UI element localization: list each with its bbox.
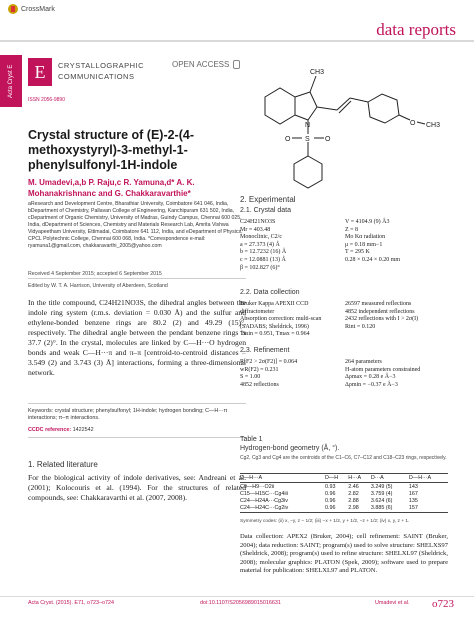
table-cell: C24—H24A···Cg3iv	[240, 497, 288, 504]
data-line: C24H21NO3S	[240, 219, 276, 225]
oxygen-label: O	[410, 120, 416, 127]
oxygen-label: O	[285, 136, 291, 143]
open-lock-icon	[233, 60, 240, 69]
data-line: (SADABS; Sheldrick, 1996)	[240, 323, 309, 330]
table-cell: 167	[408, 490, 418, 497]
molecule-structure-diagram	[250, 62, 450, 212]
ccdc-reference	[28, 427, 94, 433]
data-line: Δρmin = −0.37 e Å−3	[345, 381, 398, 388]
table-cell: 2.82	[348, 490, 359, 497]
footer-citation: Acta Cryst. (2015). E71, o723–o724	[28, 600, 115, 606]
open-access-label: OPEN ACCESS	[172, 60, 230, 69]
page-header	[0, 0, 474, 42]
data-line: 26597 measured reflections	[345, 301, 412, 307]
table-cell: 0.96	[325, 505, 348, 513]
table-cell: 0.93	[324, 483, 336, 490]
affiliations: aResearch and Development Centre, Bharathiar University, Coimbatore 641 046, India, bDepartment of Chemistry, Pallavan College of Engineering, Kanchipuram 631 502, India, cDepartment of Organic Chemistry, University of Madras, Guindy Campus, Chennai 600 025, India, dDepartment of Sciences, Chemistry and Materials Research Lab, Amrita Vishwa Vidyapeetham University, Ettimadai, Coimbatore 641 112, India, and eDepartment of Physics, CPCL Polytechnic College, Chennai 600 068, India. *Correspondence e-mail: ryamuna1@gmail.com, chakkaravarthi_2005@yahoo.com	[28, 201, 243, 249]
received-dates: Received 4 September 2015; accepted 6 September 2015	[28, 271, 162, 277]
phenylsulfonyl-ring	[294, 156, 322, 188]
sulfur-label: S	[305, 136, 310, 143]
keywords: Keywords: crystal structure; phenylsulfonyl; 1H-indole; hydrogen bonding; C—H···π interactions; π–π interactions.	[28, 408, 228, 421]
methoxy-methyl-label: CH3	[426, 122, 441, 129]
journal-name-line2: COMMUNICATIONS	[58, 72, 135, 81]
data-line: Absorption correction: multi-scan	[240, 316, 322, 323]
table-cell: C9—H9···O2ii	[240, 483, 275, 490]
data-line: T = 295 K	[345, 249, 370, 256]
section-label: data reports	[376, 20, 456, 39]
side-journal-tab: Acta Cryst E	[0, 55, 22, 107]
data-line: μ = 0.18 mm−1	[345, 241, 383, 248]
data-line: V = 4104.9 (9) Å3	[345, 219, 390, 225]
table-caption: Hydrogen-bond geometry (Å, °).	[240, 445, 340, 452]
collection-data-right	[345, 301, 450, 331]
footer-authors: Umadevi et al.	[375, 600, 410, 606]
table-cell: C24—H24C···Cg2iv	[240, 505, 325, 513]
divider	[28, 403, 246, 404]
refinement-data-right	[345, 359, 450, 389]
crystal-data-right	[345, 219, 450, 265]
table-cell: 3.759 (4)	[370, 490, 393, 497]
table-row	[240, 483, 448, 491]
table-row	[240, 490, 448, 497]
footer-doi[interactable]: doi:10.1107/S2056989015016631	[200, 600, 281, 606]
column-header: D···A	[371, 474, 409, 483]
header-divider	[0, 40, 474, 42]
author-list: M. Umadevi,a,b P. Raju,c R. Yamuna,d* A. K. Mohanakrishnanc and G. Chakkaravarthie*	[28, 178, 195, 198]
data-line: 2432 reflections with I > 2σ(I)	[345, 316, 419, 323]
footer-divider	[0, 596, 474, 597]
table-cell: 0.96	[324, 490, 336, 497]
table-cell: C15—H15C···Cg4iii	[240, 490, 288, 497]
table-cell: 2.46	[348, 483, 359, 490]
related-literature-text: For the biological activity of indole derivatives, see: Andreani et al. (2001); Kolocouris et al. (1994). For the structures of related compounds, see: Chakkaravarthi et al. (2007, 2008).	[28, 473, 246, 502]
data-line: Mr = 403.48	[240, 226, 271, 233]
data-line: H-atom parameters constrained	[345, 366, 421, 373]
data-line: 0.28 × 0.24 × 0.20 mm	[345, 256, 401, 263]
table-note: Cg2, Cg3 and Cg4 are the centroids of the C1–C6, C7–C12 and C18–C23 rings, respectively.	[240, 455, 447, 461]
data-line: Bruker Kappa APEXII CCD	[240, 301, 309, 307]
indole-pyrrole-ring	[295, 92, 317, 120]
column-header: D—H···A	[240, 474, 325, 483]
table-cell: 3.885 (6)	[371, 505, 409, 513]
table-cell: 2.98	[348, 505, 371, 513]
data-line: 4852 reflections	[240, 381, 279, 388]
table-cell: 3.249 (5)	[370, 483, 393, 490]
data-line: Mo Kα radiation	[345, 234, 386, 241]
section-heading: 2. Experimental	[240, 195, 296, 204]
page-number: o723	[432, 598, 454, 610]
refinement-data-left	[240, 359, 344, 389]
data-line: Rint = 0.120	[345, 323, 376, 330]
table-cell: 2.88	[348, 497, 359, 504]
table-header-row	[240, 474, 448, 483]
data-line: Δρmax = 0.28 e Å−3	[345, 374, 396, 381]
collection-data-left	[240, 301, 344, 339]
methoxyphenyl-ring	[368, 94, 399, 123]
data-line: Z = 8	[345, 226, 359, 233]
column-header: D—H···A	[409, 474, 448, 483]
issn: ISSN 2056-9890	[28, 97, 65, 103]
nitrogen-label: N	[305, 122, 311, 129]
abstract: In the title compound, C24H21NO3S, the dihedral angles between the indole ring system (r.m.s. deviation = 0.030 Å) and the sulfur and ethylene-bonded benzene rings are 80.2 (2) and 49.29 (15)°, respectively. The dihedral angle between the pendant benzene rings is 37.7 (2)°. In the crystal, molecules are linked by C—H···O hydrogen bonds and weak C—H···π and π–π [centroid-to-centroid distances = 3.549 (2) and 3.743 (3) Å] interactions, forming a three-dimensional network.	[28, 298, 246, 377]
editor-note: Edited by W. T. A. Harrison, University of Aberdeen, Scotland	[28, 283, 168, 289]
subsection-heading: 2.3. Refinement	[240, 347, 290, 354]
data-line: R[F2 > 2σ(F2)] = 0.064	[240, 359, 298, 365]
journal-logo: E	[28, 58, 52, 86]
journal-name-line1: CRYSTALLOGRAPHIC	[58, 61, 145, 70]
data-line: diffractometer	[240, 308, 275, 315]
data-line: b = 12.7232 (16) Å	[240, 249, 287, 256]
oxygen-label: O	[325, 136, 331, 143]
table-cell: 0.96	[324, 497, 336, 504]
section-heading: 1. Related literature	[28, 460, 98, 469]
table-cell: 157	[409, 505, 448, 513]
table-cell: 3.624 (6)	[370, 497, 393, 504]
table-row	[240, 497, 448, 504]
data-line: β = 102.827 (6)°	[240, 264, 280, 271]
subsection-heading: 2.2. Data collection	[240, 289, 300, 296]
subsection-heading: 2.1. Crystal data	[240, 207, 291, 214]
table-title: Table 1	[240, 436, 263, 443]
data-line: wR(F2) = 0.231	[240, 366, 279, 373]
divider	[28, 278, 246, 279]
data-line: S = 1.00	[240, 374, 261, 381]
data-line: 264 parameters	[345, 359, 382, 365]
crossmark-label: CrossMark	[21, 5, 55, 13]
indole-benzene-ring	[265, 88, 295, 124]
methyl-label: CH3	[310, 69, 325, 76]
journal-name	[58, 60, 144, 82]
data-line: Tmin = 0.951, Tmax = 0.964	[240, 331, 310, 338]
software-references: Data collection: APEX2 (Bruker, 2004); cell refinement: SAINT (Bruker, 2004); data reduction: SAINT; program(s) used to solve structure: SHELXS97 (Sheldrick, 2008); program(s) used to refine structure: SHELXL97 (Sheldrick, 2008); molecular graphics: PLATON (Spek, 2009); software used to prepare material for publication: SHELXL97 and PLATON.	[240, 533, 448, 575]
data-line: 4852 independent reflections	[345, 308, 415, 315]
column-header: H···A	[348, 474, 371, 483]
ccdc-label: CCDC reference:	[28, 427, 72, 433]
data-line: Monoclinic, C2/c	[240, 234, 282, 241]
crossmark-icon	[8, 4, 18, 14]
table-row	[240, 505, 448, 513]
ccdc-value[interactable]: 1422542	[72, 427, 94, 433]
table-cell: 143	[408, 483, 418, 490]
table-cell: 135	[408, 497, 418, 504]
divider	[28, 437, 246, 438]
data-line: c = 12.0881 (13) Å	[240, 256, 286, 263]
data-line: a = 27.373 (4) Å	[240, 241, 280, 248]
hydrogen-bond-table	[240, 473, 448, 513]
open-access-badge	[172, 60, 240, 69]
column-header: D—H	[325, 474, 348, 483]
symmetry-codes: Symmetry codes: (ii) x, −y, z − 1/2; (iii) −x + 1/2, y + 1/2, −z + 1/2; (iv) x, y, z + 1.	[240, 519, 410, 524]
crystal-data-left	[240, 219, 340, 272]
crossmark-link[interactable]	[8, 4, 55, 14]
article-title: Crystal structure of (E)-2-(4-methoxystyryl)-3-methyl-1-phenylsulfonyl-1H-indole	[28, 128, 194, 172]
